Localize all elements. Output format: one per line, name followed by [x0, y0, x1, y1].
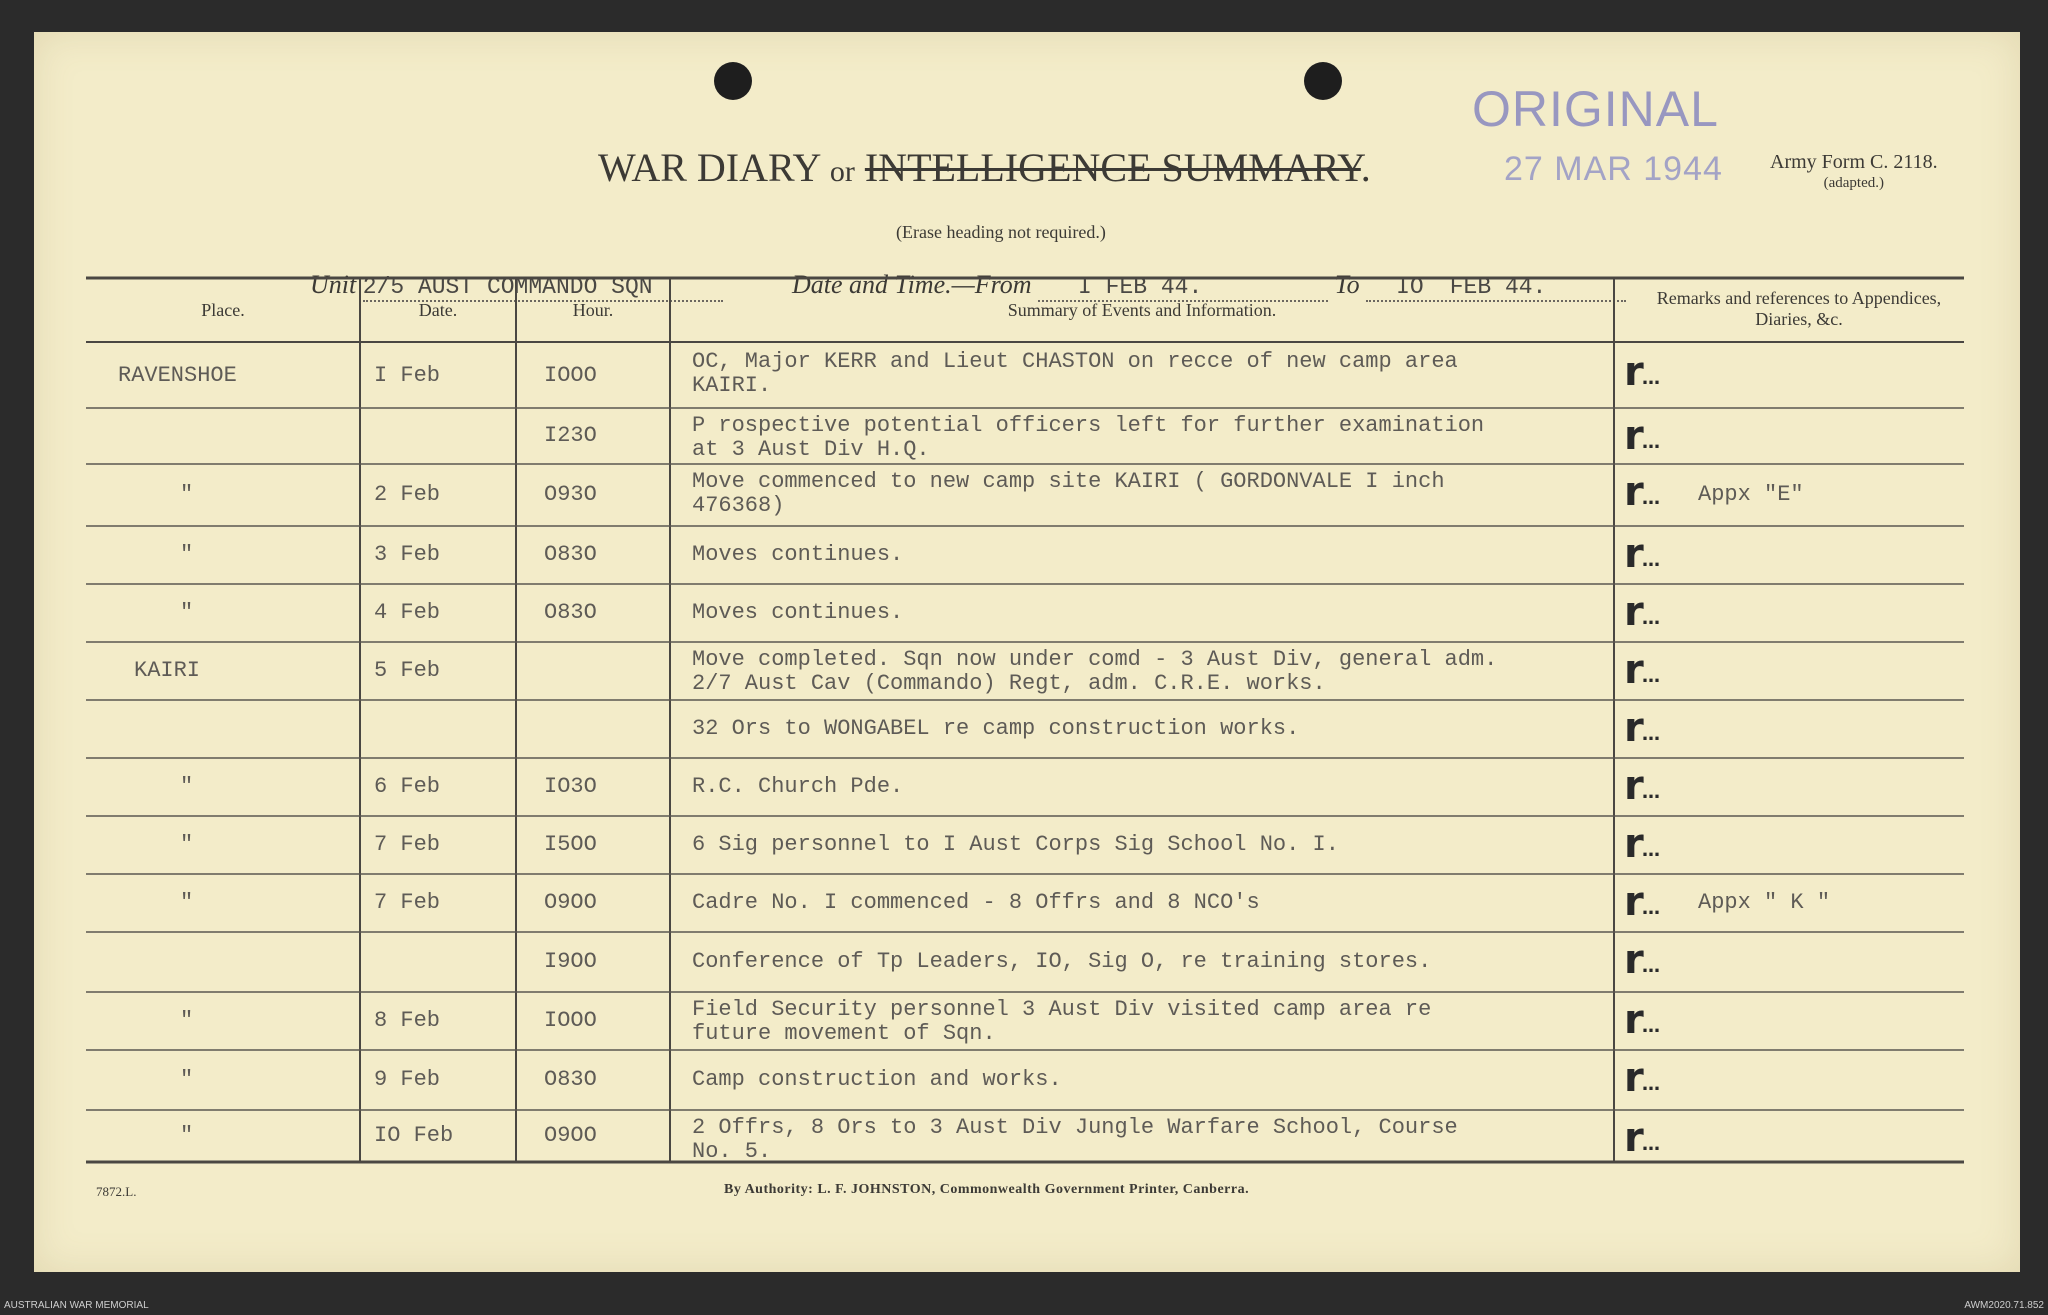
unit-value: 2/5 AUST COMMANDO SQN	[362, 274, 653, 300]
row-summary: Field Security personnel 3 Aust Div visited camp area re future movement of Sqn.	[692, 997, 1432, 1046]
title-or: or	[829, 155, 855, 188]
header-hour: Hour.	[572, 300, 614, 320]
to-label: To	[1334, 270, 1360, 299]
caption-right: AWM2020.71.852	[1964, 1300, 2044, 1311]
checkmark-tick: r …	[1624, 1118, 1644, 1158]
row-remarks: Appx " K "	[1698, 890, 1831, 915]
checkmark-tick: r …	[1624, 824, 1644, 864]
row-hour: O9OO	[544, 890, 597, 915]
title-period: .	[1360, 145, 1371, 190]
row-summary: Cadre No. I commenced - 8 Offrs and 8 NCO's	[692, 890, 1260, 915]
row-date: 7 Feb	[374, 832, 441, 857]
checkmark-tick: r …	[1624, 416, 1644, 456]
row-summary: OC, Major KERR and Lieut CHASTON on recce of new camp area KAIRI.	[692, 349, 1458, 398]
checkmark-tick: r …	[1624, 650, 1644, 690]
row-date: 5 Feb	[374, 658, 441, 683]
checkmark-tick: r …	[1624, 352, 1644, 392]
row-summary: 32 Ors to WONGABEL re camp construction works.	[692, 716, 1300, 741]
header-remarks: Remarks and references to Appendices, Diaries, &c.	[1656, 288, 1942, 329]
row-place: "	[180, 890, 194, 915]
row-date: 8 Feb	[374, 1008, 441, 1033]
to-value: IO	[1396, 274, 1424, 300]
checkmark-tick: r …	[1624, 472, 1644, 512]
checkmark-tick: r …	[1624, 534, 1644, 574]
checkmark-tick: r …	[1624, 592, 1644, 632]
title-struck: INTELLIGENCE SUMMARY	[864, 145, 1361, 190]
row-place: "	[180, 774, 194, 799]
form-number: 7872.L.	[96, 1184, 137, 1199]
row-summary: 2 Offrs, 8 Ors to 3 Aust Div Jungle Warfare School, Course No. 5.	[692, 1115, 1458, 1164]
row-date: 6 Feb	[374, 774, 441, 799]
row-place: "	[180, 1008, 194, 1033]
row-hour: O93O	[544, 482, 597, 507]
row-hour: O9OO	[544, 1123, 597, 1148]
date-stamp: 27 MAR 1944	[1504, 150, 1723, 188]
date-time-label: Date and Time.—From	[792, 270, 1032, 299]
to-value-month: FEB 44.	[1449, 274, 1547, 300]
row-date: 3 Feb	[374, 542, 441, 567]
row-hour: I9OO	[544, 949, 597, 974]
checkmark-tick: r …	[1624, 766, 1644, 806]
row-summary: Camp construction and works.	[692, 1067, 1062, 1092]
row-hour: IOOO	[544, 1008, 597, 1033]
from-value: I FEB 44.	[1078, 274, 1203, 300]
row-place: "	[180, 600, 194, 625]
row-summary: Move commenced to new camp site KAIRI ( GORDONVALE I inch 476368)	[692, 469, 1445, 518]
war-diary-sheet	[34, 32, 2020, 1272]
row-hour: O83O	[544, 600, 597, 625]
header-date: Date.	[418, 300, 458, 320]
row-hour: IO3O	[544, 774, 597, 799]
header-summary: Summary of Events and Information.	[1007, 300, 1277, 320]
header-place: Place.	[201, 300, 245, 320]
row-remarks: Appx "E"	[1698, 482, 1804, 507]
row-date: 7 Feb	[374, 890, 441, 915]
row-place: "	[180, 482, 194, 507]
unit-label: Unit	[310, 270, 357, 299]
row-summary: P rospective potential officers left for further examination at 3 Aust Div H.Q.	[692, 413, 1485, 462]
row-place: RAVENSHOE	[118, 363, 237, 388]
original-stamp: ORIGINAL	[1472, 81, 1719, 137]
row-date: 4 Feb	[374, 600, 441, 625]
army-form-number: Army Form C. 2118.	[1770, 151, 1938, 173]
row-hour: I5OO	[544, 832, 597, 857]
row-summary: R.C. Church Pde.	[692, 774, 904, 799]
checkmark-tick: r …	[1624, 1058, 1644, 1098]
army-form-note: (adapted.)	[1823, 175, 1884, 191]
row-place: "	[180, 1123, 194, 1148]
row-summary: 6 Sig personnel to I Aust Corps Sig School No. I.	[692, 832, 1339, 857]
row-date: IO Feb	[374, 1123, 454, 1148]
checkmark-tick: r …	[1624, 940, 1644, 980]
row-hour: IOOO	[544, 363, 597, 388]
caption-left: AUSTRALIAN WAR MEMORIAL	[4, 1300, 149, 1311]
row-date: 9 Feb	[374, 1067, 441, 1092]
row-summary: Moves continues.	[692, 600, 904, 625]
checkmark-tick: r …	[1624, 1000, 1644, 1040]
row-hour: O83O	[544, 1067, 597, 1092]
checkmark-tick: r …	[1624, 882, 1644, 922]
row-date: I Feb	[374, 363, 441, 388]
row-place: KAIRI	[134, 658, 201, 683]
row-place: "	[180, 542, 194, 567]
title-main: WAR DIARY	[598, 145, 820, 190]
printer-authority: By Authority: L. F. JOHNSTON, Commonwealth Government Printer, Canberra.	[724, 1182, 1250, 1197]
row-summary: Moves continues.	[692, 542, 904, 567]
erase-note: (Erase heading not required.)	[896, 222, 1106, 242]
row-hour: I23O	[544, 423, 597, 448]
row-summary: Conference of Tp Leaders, IO, Sig O, re training stores.	[692, 949, 1432, 974]
checkmark-tick: r …	[1624, 708, 1644, 748]
row-place: "	[180, 832, 194, 857]
row-hour: O83O	[544, 542, 597, 567]
row-place: "	[180, 1067, 194, 1092]
row-date: 2 Feb	[374, 482, 441, 507]
row-summary: Move completed. Sqn now under comd - 3 Aust Div, general adm. 2/7 Aust Cav (Commando) Regt, adm. C.R.E. works.	[692, 647, 1498, 696]
